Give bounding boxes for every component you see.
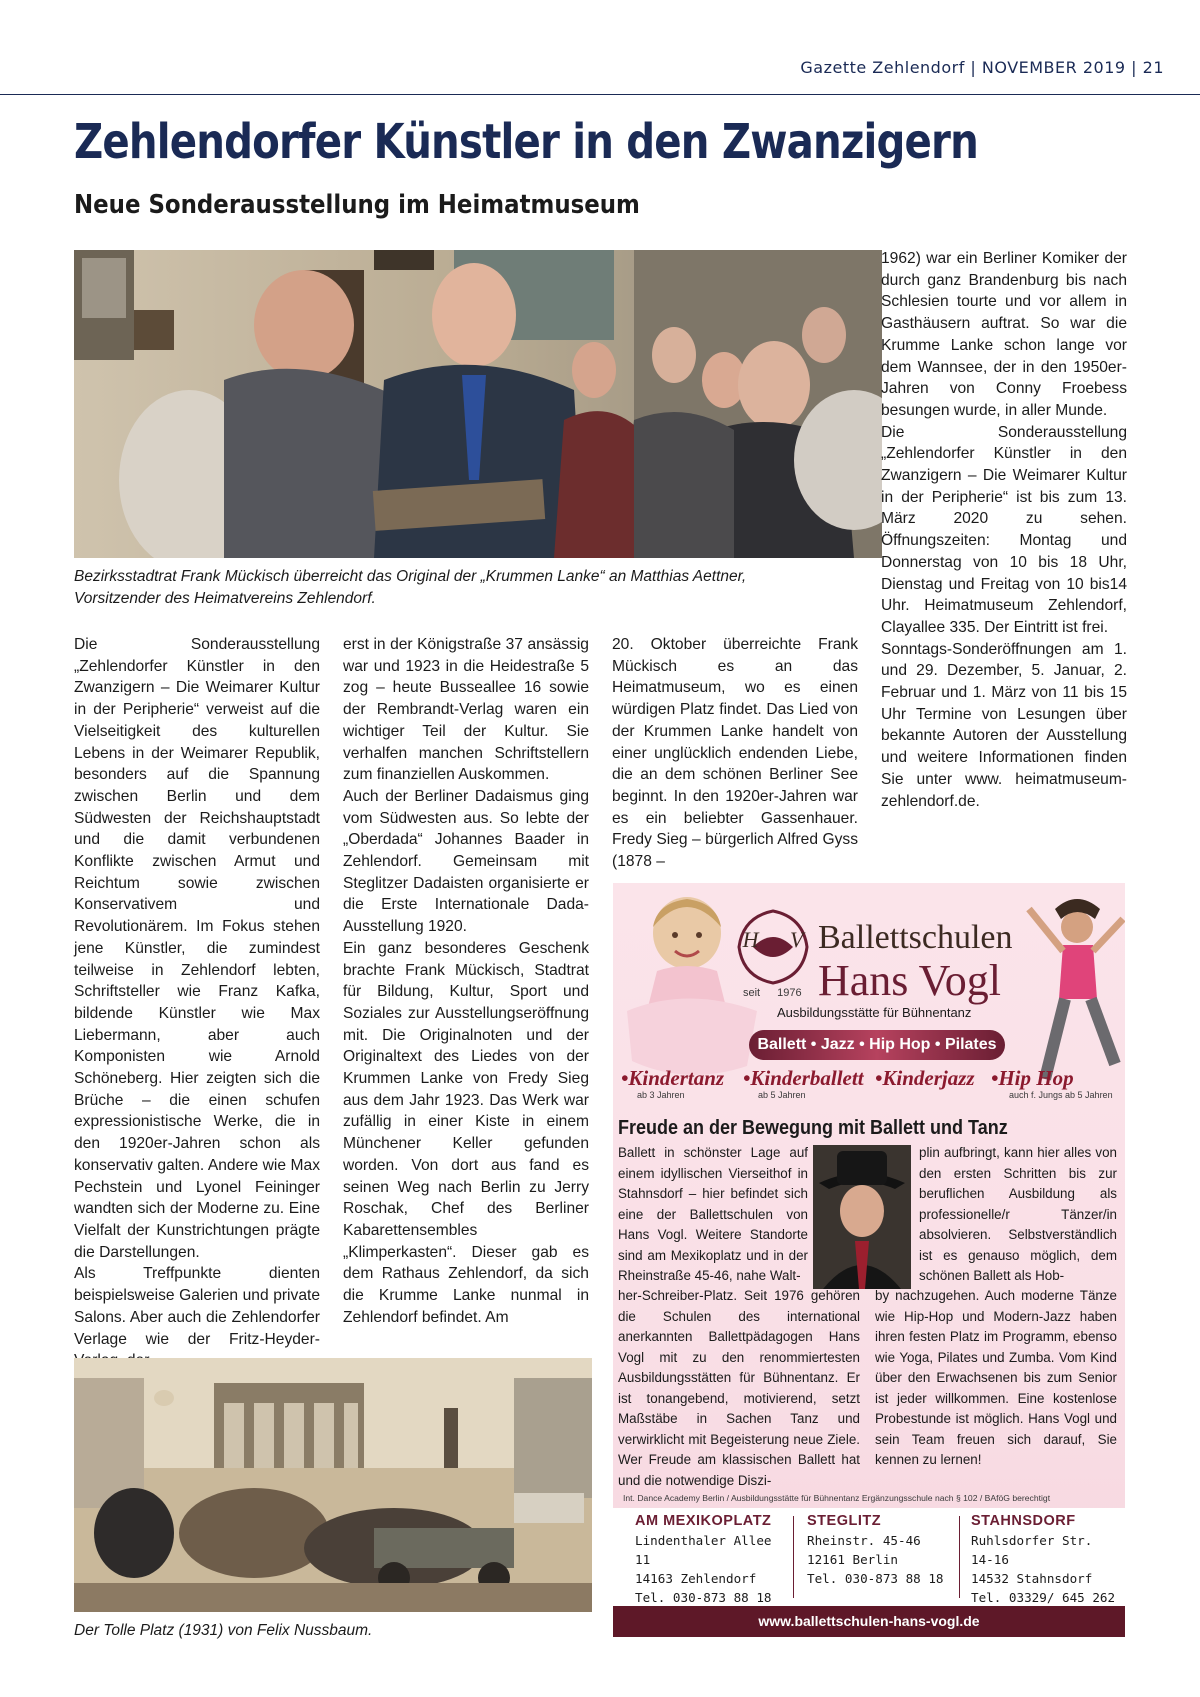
ballet-school-advertisement (613, 883, 1125, 1637)
locations-row (613, 1508, 1125, 1606)
disciplines-pill: Ballett • Jazz • Hip Hop • Pilates (749, 1030, 1005, 1060)
article-column-2: erst in der Königstraße 37 ansässig war und 1923 in die Heidestraße 5 zog – heute Busseallee 16 sowie der Rembrandt-Verlag waren ein wichtiger Teil der Kultur. Sie verhalfen manchen Schriftstellern zum finanziellen Auskommen. Auch der Berliner Dadaismus ging vom Südwesten aus. So lebte der „Oberdada“ Johannes Baader in Zehlendorf. Gemeinsam mit Steglitzer Dadaisten organisierte er die Erste Internationale Dada-Ausstellung 1920. Ein ganz besonderes Geschenk brachte Frank Mückisch, Stadtrat für Bildung, Kultur, Sport und Soziales zur Ausstellungseröffnung mit. Die Originalnoten und der Originaltext des Liedes von der Krummen Lanke von Fredy Sieg aus dem Jahr 1923. Das Werk war zufällig in einer Kiste in einem Münchener Keller gefunden worden. Von dort aus fand es seinen Weg nach Berlin zu Jerry Roschak, Chef des Berliner Kabarettensembles „Klimperkasten“. Dieser gab es dem Rathaus Zehlendorf, da sich die Krumme Lanke nunmal in Zehlendorf befindet. Am (343, 636, 589, 1326)
location-phone: Tel. 030-873 88 18 (807, 1571, 944, 1586)
photo-caption: Bezirksstadtrat Frank Mückisch überreicht das Original der „Krummen Lanke“ an Matthias Aettner, Vorsitzender des Heimatvereins Zehlendorf. (74, 568, 747, 607)
location-street: Ruhlsdorfer Str. 14-16 (971, 1533, 1093, 1567)
article-column-1: Die Sonderausstellung „Zehlendorfer Künstler in den Zwanzigern – Die Weimarer Kultur in der Peripherie“ verweist auf die Vielseitigkeit des kulturellen Lebens in der Weimarer Republik, besonders auf die Spannung zwischen Berlin und dem Südwesten der Reichshauptstadt und die damit verbundenen Konflikte zwischen Armut und Reichtum sowie zwischen Konservativem und Revolutionärem. Im Fokus stehen jene Künstler, die zumindest teilweise in Zehlendorf lebten, Schriftsteller wie Franz Kafka, bildende Künstler wie Max Liebermann, aber auch Komponisten wie Arnold Schöneberg. Hier zeigten sich die Brüche – die einen schufen expressionistische Werke, die in den 1920er-Jahren schon als konservativ galten. Andere wie Max Pechstein und Lyonel Feininger wandten sich der Moderne zu. Eine Vielfalt der Kunstrichtungen prägte die Darstellungen. Als Treffpunkte dienten beispielsweise Galerien und private Salons. Aber auch die Zehlendorfer Verlage wie der Fritz-Heyder- (74, 636, 320, 1348)
ad-text-left-top: Ballett in schönster Lage auf einem idyllischen Vierseithof in Stahnsdorf – hier befindet sich eine der Ballettschulen von Hans Vogl. Weitere Standorte sind am Mexikoplatz und in der Rheinstraße 45-46, nahe Walt- (618, 1145, 808, 1283)
logo-letters: H V (742, 927, 804, 952)
article-column-4: 1962) war ein Berliner Komiker der durch ganz Brandenburg bis nach Schlesien tourte und vor allem in Gasthäusern auftrat. So war die Krumme Lanke schon lange vor dem Wannsee, der in den 1950er-Jahren von Conny Froebess besungen wurde, in aller Munde. Die Sonderausstellung „Zehlendorfer Künstler in den Zwanzigern – Die Weimarer Kultur in der Peripherie“ ist bis zum 13. März 2020 zu sehen. Öffnungszeiten: Montag und Donnerstag von 10 bis 18 Uhr, Dienstag und Freitag von 10 bis14 Uhr. Heimatmuseum Zehlendorf, Clayallee 335. Der Eintritt ist frei. Sonntags-Sonderöffnungen am 1. und 29. Dezember, 5. Januar, 2. Februar und 1. März von 11 bis 15 Uhr Termine von Lesungen über bekannte Autoren der Ausstellung und weitere Informationen finden Sie unter www. heimatmuseum-zehlendorf.de. (881, 250, 1127, 810)
publication-name: Gazette Zehlendorf (800, 58, 965, 77)
location-city: 14163 Zehlendorf (635, 1571, 757, 1586)
page-number: 21 (1142, 58, 1164, 77)
course-kindertanz: •Kindertanz (621, 1066, 725, 1090)
running-header (0, 48, 1200, 100)
ad-text-right-bottom: by nachzugehen. Auch moderne Tänze wie Hip-Hop und Modern-Jazz haben ihren festen Platz im Programm, ebenso wie Yoga, Pilates und Zumba. Vom Kind über den Erwachsenen bis zum Senior ist jeder willkommen. Eine kostenlose Probestunde ist möglich. Hans Vogl und sein Team freuen sich darauf, Sie kennen zu lernen! (875, 1288, 1117, 1467)
course-kinderballett-note: ab 5 Jahren (758, 1090, 806, 1100)
ceremony-photo-illustration (74, 250, 882, 558)
location-street: Lindenthaler Allee 11 (635, 1533, 772, 1567)
location-phone: Tel. 03329/ 645 262 (971, 1590, 1116, 1605)
header-rule (0, 94, 1200, 95)
course-hiphop: •Hip Hop (991, 1066, 1074, 1090)
ceremony-photo (74, 250, 882, 558)
course-hiphop-note: auch f. Jungs ab 5 Jahren (1009, 1090, 1113, 1100)
location-mexikoplatz (635, 1512, 785, 1607)
since-year: seit 1976 (743, 987, 802, 999)
location-divider (793, 1516, 794, 1598)
location-city: 12161 Berlin (807, 1552, 898, 1567)
location-street: Rheinstr. 45-46 (807, 1533, 921, 1548)
location-name: STAHNSDORF (971, 1513, 1076, 1529)
course-kinderjazz: •Kinderjazz (875, 1066, 975, 1090)
location-city: 14532 Stahnsdorf (971, 1571, 1093, 1586)
article-subtitle: Neue Sonderausstellung im Heimatmuseum (74, 190, 640, 220)
painting-image (74, 1358, 592, 1612)
ad-tagline: Ausbildungsstätte für Bühnentanz (777, 1005, 972, 1020)
ad-footnote: Int. Dance Academy Berlin / Ausbildungsstätte für Bühnentanz Ergänzungsschule nach § 102 / BAföG berechtigt (623, 1493, 1051, 1503)
location-phone: Tel. 030-873 88 18 (635, 1590, 772, 1605)
location-name: AM MEXIKOPLATZ (635, 1513, 772, 1529)
running-header-text: Gazette Zehlendorf | NOVEMBER 2019 | 21 (800, 58, 1164, 77)
ad-headline: Freude an der Bewegung mit Ballett und Tanz (618, 1117, 1008, 1139)
hans-vogl-portrait (813, 1145, 911, 1289)
course-kindertanz-note: ab 3 Jahren (637, 1090, 685, 1100)
ad-text-left-bottom: her-Schreiber-Platz. Seit 1976 gehören die Schulen des international anerkannten Ballettpädagogen Hans Vogl mit zu den renommiertesten Ausbildungsstätten für Bühnentanz. Er ist tonangebend, motivierend, setzt Maßstäbe in Sachen Tanz und verwirklicht mit Begeisterung neue Ziele. Wer Freude am klassischen Ballett hat und die notwendige Diszi- (618, 1288, 860, 1488)
issue-date: NOVEMBER 2019 (981, 58, 1126, 77)
painting-caption: Der Tolle Platz (1931) von Felix Nussbaum. (74, 1622, 373, 1639)
location-steglitz (807, 1512, 957, 1588)
location-name: STEGLITZ (807, 1513, 882, 1529)
painting-illustration (74, 1358, 592, 1612)
location-stahnsdorf (971, 1512, 1121, 1607)
location-divider (959, 1516, 960, 1598)
website-link[interactable]: www.ballettschulen-hans-vogl.de (613, 1606, 1125, 1637)
article-column-3: 20. Oktober überreichte Frank Mückisch es an das Heimatmuseum, wo es einen würdigen Platz findet. Das Lied von der Krummen Lanke handelt von einer unglücklich endenden Liebe, die an dem schönen Berliner See beginnt. In den 1920er-Jahren war es ein beliebter Gassenhauer. Fredy Sieg – bürgerlich Alfred Gyss (1878 – (612, 636, 858, 871)
course-kinderballett: •Kinderballett (743, 1066, 864, 1090)
ad-text-right-top: plin aufbringt, kann hier alles von den ersten Schritten bis zur beruflichen Ausbildung als professionelle/r Tänzer/in absolvieren. Selbstverständlich ist es genauso möglich, dem schönen Ballett als Hob- (919, 1145, 1117, 1283)
brand-line-2: Hans Vogl (818, 956, 1001, 1005)
article-title: Zehlendorfer Künstler in den Zwanzigern (74, 114, 978, 170)
brand-line-1: Ballettschulen (818, 919, 1013, 956)
